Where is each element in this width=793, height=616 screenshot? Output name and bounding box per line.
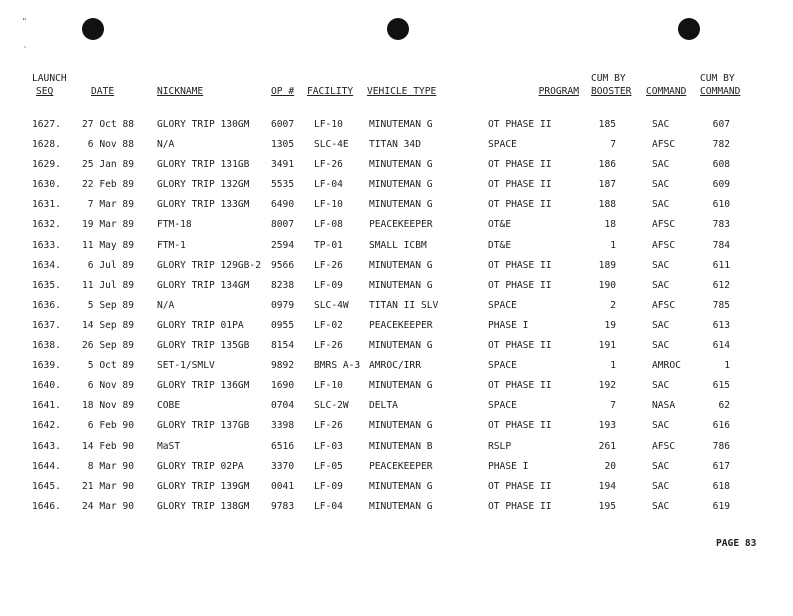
cum-by-command-cell: 612 xyxy=(712,279,730,291)
op-number-cell: 9783 xyxy=(271,500,295,512)
nickname-cell: GLORY TRIP 136GM xyxy=(157,380,250,392)
facility-cell: LF-03 xyxy=(314,440,343,452)
facility-cell: BMRS A-3 xyxy=(314,360,361,372)
nickname-cell: GLORY TRIP 134GM xyxy=(157,279,250,291)
nickname-cell: GLORY TRIP 02PA xyxy=(157,460,244,472)
table-row xyxy=(0,340,793,360)
date-cell: 25 Jan 89 xyxy=(82,159,134,171)
command-cell: SAC xyxy=(652,480,670,492)
cum-by-command-cell: 617 xyxy=(712,460,730,472)
launch-seq-cell: 1645. xyxy=(32,480,61,492)
command-cell: SAC xyxy=(652,380,670,392)
op-number-cell: 5535 xyxy=(271,179,295,191)
date-cell: 11 May 89 xyxy=(82,239,134,251)
cum-by-command-cell: 783 xyxy=(712,219,730,231)
date-cell: 11 Jul 89 xyxy=(82,279,134,291)
table-row xyxy=(0,179,793,199)
date-cell: 27 Oct 88 xyxy=(82,119,134,130)
scan-mark: ` xyxy=(23,46,28,55)
program-cell: SPACE xyxy=(488,400,517,412)
cum-by-booster-cell: 18 xyxy=(604,219,616,231)
cum-by-command-cell: 62 xyxy=(718,400,730,412)
date-cell: 6 Nov 88 xyxy=(87,139,134,151)
op-number-cell: 1305 xyxy=(271,139,295,151)
program-cell: OT&E xyxy=(488,219,512,231)
cum-by-booster-cell: 189 xyxy=(598,259,616,271)
nickname-cell: GLORY TRIP 139GM xyxy=(157,480,250,492)
table-row xyxy=(0,260,793,280)
facility-cell: TP-01 xyxy=(314,239,343,251)
table-row xyxy=(0,300,793,320)
table-row xyxy=(0,481,793,501)
cum-by-command-cell: 784 xyxy=(712,239,730,251)
facility-cell: SLC-4W xyxy=(314,299,349,311)
cum-by-booster-cell: 261 xyxy=(598,440,616,452)
facility-cell: LF-09 xyxy=(314,480,343,492)
header-nickname: NICKNAME xyxy=(157,86,204,97)
table-row xyxy=(0,461,793,481)
cum-by-command-cell: 607 xyxy=(712,119,730,130)
command-cell: SAC xyxy=(652,199,670,211)
op-number-cell: 8007 xyxy=(271,219,295,231)
vehicle-type-cell: PEACEKEEPER xyxy=(369,319,433,331)
cum-by-booster-cell: 195 xyxy=(598,500,616,512)
vehicle-type-cell: MINUTEMAN G xyxy=(369,199,433,211)
launch-seq-cell: 1635. xyxy=(32,279,61,291)
date-cell: 18 Nov 89 xyxy=(82,400,134,412)
launch-seq-cell: 1640. xyxy=(32,380,61,392)
facility-cell: LF-04 xyxy=(314,179,343,191)
command-cell: SAC xyxy=(652,460,670,472)
cum-by-booster-cell: 20 xyxy=(604,460,616,472)
nickname-cell: FTM-1 xyxy=(157,239,186,251)
cum-by-command-cell: 614 xyxy=(712,340,730,352)
facility-cell: LF-10 xyxy=(314,199,343,211)
nickname-cell: COBE xyxy=(157,400,181,412)
command-cell: AFSC xyxy=(652,139,676,151)
table-row xyxy=(0,139,793,159)
header-cum-command-bottom: COMMAND xyxy=(700,86,741,97)
facility-cell: LF-05 xyxy=(314,460,343,472)
cum-by-booster-cell: 194 xyxy=(598,480,616,492)
cum-by-command-cell: 785 xyxy=(712,299,730,311)
op-number-cell: 2594 xyxy=(271,239,295,251)
vehicle-type-cell: DELTA xyxy=(369,400,398,412)
nickname-cell: GLORY TRIP 130GM xyxy=(157,119,250,130)
date-cell: 26 Sep 89 xyxy=(82,340,134,352)
cum-by-booster-cell: 192 xyxy=(598,380,616,392)
op-number-cell: 3370 xyxy=(271,460,295,472)
program-cell: OT PHASE II xyxy=(488,119,552,130)
op-number-cell: 6490 xyxy=(271,199,295,211)
nickname-cell: GLORY TRIP 135GB xyxy=(157,340,250,352)
launch-seq-cell: 1636. xyxy=(32,299,61,311)
program-cell: OT PHASE II xyxy=(488,279,552,291)
vehicle-type-cell: MINUTEMAN G xyxy=(369,119,433,130)
vehicle-type-cell: MINUTEMAN G xyxy=(369,179,433,191)
command-cell: SAC xyxy=(652,159,670,171)
launch-seq-cell: 1628. xyxy=(32,139,61,151)
cum-by-booster-cell: 7 xyxy=(610,139,616,151)
command-cell: SAC xyxy=(652,119,670,130)
facility-cell: LF-26 xyxy=(314,420,343,432)
launch-seq-cell: 1642. xyxy=(32,420,61,432)
op-number-cell: 6516 xyxy=(271,440,295,452)
cum-by-command-cell: 618 xyxy=(712,480,730,492)
table-row xyxy=(0,380,793,400)
program-cell: OT PHASE II xyxy=(488,159,552,171)
facility-cell: LF-10 xyxy=(314,380,343,392)
table-row xyxy=(0,360,793,380)
table-row xyxy=(0,320,793,340)
vehicle-type-cell: MINUTEMAN G xyxy=(369,500,433,512)
cum-by-command-cell: 782 xyxy=(712,139,730,151)
cum-by-command-cell: 616 xyxy=(712,420,730,432)
cum-by-booster-cell: 2 xyxy=(610,299,616,311)
nickname-cell: GLORY TRIP 01PA xyxy=(157,319,244,331)
facility-cell: LF-26 xyxy=(314,159,343,171)
command-cell: SAC xyxy=(652,179,670,191)
command-cell: SAC xyxy=(652,420,670,432)
date-cell: 8 Mar 90 xyxy=(87,460,134,472)
program-cell: OT PHASE II xyxy=(488,380,552,392)
table-row xyxy=(0,400,793,420)
table-row xyxy=(0,441,793,461)
cum-by-booster-cell: 185 xyxy=(598,119,616,130)
launch-seq-cell: 1637. xyxy=(32,319,61,331)
facility-cell: SLC-2W xyxy=(314,400,349,412)
cum-by-command-cell: 608 xyxy=(712,159,730,171)
vehicle-type-cell: TITAN 34D xyxy=(369,139,421,151)
nickname-cell: MaST xyxy=(157,440,181,452)
date-cell: 24 Mar 90 xyxy=(82,500,134,512)
cum-by-command-cell: 609 xyxy=(712,179,730,191)
date-cell: 6 Nov 89 xyxy=(87,380,134,392)
launch-seq-cell: 1641. xyxy=(32,400,61,412)
nickname-cell: GLORY TRIP 137GB xyxy=(157,420,250,432)
command-cell: SAC xyxy=(652,279,670,291)
cum-by-booster-cell: 188 xyxy=(598,199,616,211)
facility-cell: SLC-4E xyxy=(314,139,349,151)
op-number-cell: 9566 xyxy=(271,259,295,271)
command-cell: SAC xyxy=(652,340,670,352)
launch-seq-cell: 1634. xyxy=(32,259,61,271)
binder-hole-center xyxy=(387,18,409,40)
command-cell: AFSC xyxy=(652,239,676,251)
header-cum-command-top: CUM BY xyxy=(700,73,735,84)
nickname-cell: GLORY TRIP 138GM xyxy=(157,500,250,512)
program-cell: OT PHASE II xyxy=(488,199,552,211)
date-cell: 5 Oct 89 xyxy=(87,360,134,372)
nickname-cell: FTM-18 xyxy=(157,219,192,231)
cum-by-booster-cell: 7 xyxy=(610,400,616,412)
launch-seq-cell: 1631. xyxy=(32,199,61,211)
table-row xyxy=(0,420,793,440)
op-number-cell: 8154 xyxy=(271,340,295,352)
program-cell: OT PHASE II xyxy=(488,259,552,271)
table-row xyxy=(0,240,793,260)
facility-cell: LF-26 xyxy=(314,259,343,271)
facility-cell: LF-04 xyxy=(314,500,343,512)
vehicle-type-cell: MINUTEMAN B xyxy=(369,440,433,452)
binder-hole-left xyxy=(82,18,104,40)
nickname-cell: SET-1/SMLV xyxy=(157,360,215,372)
vehicle-type-cell: MINUTEMAN G xyxy=(369,420,433,432)
program-cell: OT PHASE II xyxy=(488,500,552,512)
command-cell: SAC xyxy=(652,319,670,331)
cum-by-booster-cell: 187 xyxy=(598,179,616,191)
header-date: DATE xyxy=(91,86,115,97)
header-facility: FACILITY xyxy=(307,86,354,97)
vehicle-type-cell: SMALL ICBM xyxy=(369,239,427,251)
binder-hole-right xyxy=(678,18,700,40)
vehicle-type-cell: TITAN II SLV xyxy=(369,299,439,311)
nickname-cell: N/A xyxy=(157,299,175,311)
nickname-cell: N/A xyxy=(157,139,175,151)
date-cell: 22 Feb 89 xyxy=(82,179,134,191)
launch-table-body xyxy=(0,119,793,521)
cum-by-booster-cell: 186 xyxy=(598,159,616,171)
program-cell: SPACE xyxy=(488,139,517,151)
date-cell: 14 Feb 90 xyxy=(82,440,134,452)
command-cell: AFSC xyxy=(652,440,676,452)
op-number-cell: 6007 xyxy=(271,119,295,130)
program-cell: RSLP xyxy=(488,440,512,452)
cum-by-booster-cell: 191 xyxy=(598,340,616,352)
cum-by-command-cell: 615 xyxy=(712,380,730,392)
header-op-number: OP # xyxy=(271,86,295,97)
date-cell: 14 Sep 89 xyxy=(82,319,134,331)
header-vehicle-type: VEHICLE TYPE xyxy=(367,86,437,97)
facility-cell: LF-26 xyxy=(314,340,343,352)
program-cell: PHASE I xyxy=(488,319,529,331)
launch-seq-cell: 1627. xyxy=(32,119,61,130)
table-row xyxy=(0,199,793,219)
table-row xyxy=(0,219,793,239)
cum-by-command-cell: 619 xyxy=(712,500,730,512)
op-number-cell: 0704 xyxy=(271,400,295,412)
vehicle-type-cell: PEACEKEEPER xyxy=(369,460,433,472)
table-header xyxy=(0,72,793,98)
facility-cell: LF-02 xyxy=(314,319,343,331)
vehicle-type-cell: MINUTEMAN G xyxy=(369,259,433,271)
launch-seq-cell: 1643. xyxy=(32,440,61,452)
command-cell: SAC xyxy=(652,500,670,512)
op-number-cell: 0955 xyxy=(271,319,295,331)
date-cell: 7 Mar 89 xyxy=(87,199,134,211)
op-number-cell: 9892 xyxy=(271,360,295,372)
cum-by-command-cell: 1 xyxy=(724,360,730,372)
cum-by-booster-cell: 193 xyxy=(598,420,616,432)
vehicle-type-cell: MINUTEMAN G xyxy=(369,279,433,291)
table-row xyxy=(0,280,793,300)
launch-seq-cell: 1629. xyxy=(32,159,61,171)
program-cell: OT PHASE II xyxy=(488,420,552,432)
launch-seq-cell: 1630. xyxy=(32,179,61,191)
date-cell: 5 Sep 89 xyxy=(87,299,134,311)
cum-by-booster-cell: 190 xyxy=(598,279,616,291)
cum-by-command-cell: 786 xyxy=(712,440,730,452)
vehicle-type-cell: PEACEKEEPER xyxy=(369,219,433,231)
op-number-cell: 0979 xyxy=(271,299,295,311)
program-cell: SPACE xyxy=(488,299,517,311)
header-cum-booster-bottom: BOOSTER xyxy=(591,86,632,97)
facility-cell: LF-08 xyxy=(314,219,343,231)
op-number-cell: 3491 xyxy=(271,159,295,171)
facility-cell: LF-10 xyxy=(314,119,343,130)
command-cell: AFSC xyxy=(652,299,676,311)
vehicle-type-cell: MINUTEMAN G xyxy=(369,159,433,171)
launch-seq-cell: 1644. xyxy=(32,460,61,472)
program-cell: OT PHASE II xyxy=(488,340,552,352)
nickname-cell: GLORY TRIP 132GM xyxy=(157,179,250,191)
header-program: PROGRAM xyxy=(538,86,579,97)
cum-by-booster-cell: 1 xyxy=(610,239,616,251)
vehicle-type-cell: AMROC/IRR xyxy=(369,360,421,372)
cum-by-command-cell: 611 xyxy=(712,259,730,271)
program-cell: OT PHASE II xyxy=(488,480,552,492)
header-launch-seq-top: LAUNCH xyxy=(32,73,67,84)
table-row xyxy=(0,159,793,179)
vehicle-type-cell: MINUTEMAN G xyxy=(369,380,433,392)
date-cell: 19 Mar 89 xyxy=(82,219,134,231)
cum-by-booster-cell: 19 xyxy=(604,319,616,331)
command-cell: SAC xyxy=(652,259,670,271)
cum-by-command-cell: 610 xyxy=(712,199,730,211)
cum-by-command-cell: 613 xyxy=(712,319,730,331)
op-number-cell: 8238 xyxy=(271,279,295,291)
launch-seq-cell: 1632. xyxy=(32,219,61,231)
table-row xyxy=(0,119,793,139)
vehicle-type-cell: MINUTEMAN G xyxy=(369,340,433,352)
program-cell: OT PHASE II xyxy=(488,179,552,191)
launch-seq-cell: 1646. xyxy=(32,500,61,512)
launch-seq-cell: 1633. xyxy=(32,239,61,251)
page-number: PAGE 83 xyxy=(716,538,757,549)
scan-mark: " xyxy=(22,17,27,26)
nickname-cell: GLORY TRIP 129GB-2 xyxy=(157,259,261,271)
date-cell: 21 Mar 90 xyxy=(82,480,134,492)
header-launch-seq-bottom: SEQ xyxy=(36,86,54,97)
nickname-cell: GLORY TRIP 131GB xyxy=(157,159,250,171)
program-cell: SPACE xyxy=(488,360,517,372)
cum-by-booster-cell: 1 xyxy=(610,360,616,372)
date-cell: 6 Feb 90 xyxy=(87,420,134,432)
command-cell: AFSC xyxy=(652,219,676,231)
op-number-cell: 3398 xyxy=(271,420,295,432)
op-number-cell: 0041 xyxy=(271,480,295,492)
table-row xyxy=(0,501,793,521)
command-cell: AMROC xyxy=(652,360,681,372)
nickname-cell: GLORY TRIP 133GM xyxy=(157,199,250,211)
vehicle-type-cell: MINUTEMAN G xyxy=(369,480,433,492)
header-cum-booster-top: CUM BY xyxy=(591,73,626,84)
command-cell: NASA xyxy=(652,400,676,412)
launch-seq-cell: 1638. xyxy=(32,340,61,352)
facility-cell: LF-09 xyxy=(314,279,343,291)
op-number-cell: 1690 xyxy=(271,380,295,392)
date-cell: 6 Jul 89 xyxy=(87,259,134,271)
program-cell: DT&E xyxy=(488,239,512,251)
launch-seq-cell: 1639. xyxy=(32,360,61,372)
program-cell: PHASE I xyxy=(488,460,529,472)
header-command: COMMAND xyxy=(646,86,687,97)
